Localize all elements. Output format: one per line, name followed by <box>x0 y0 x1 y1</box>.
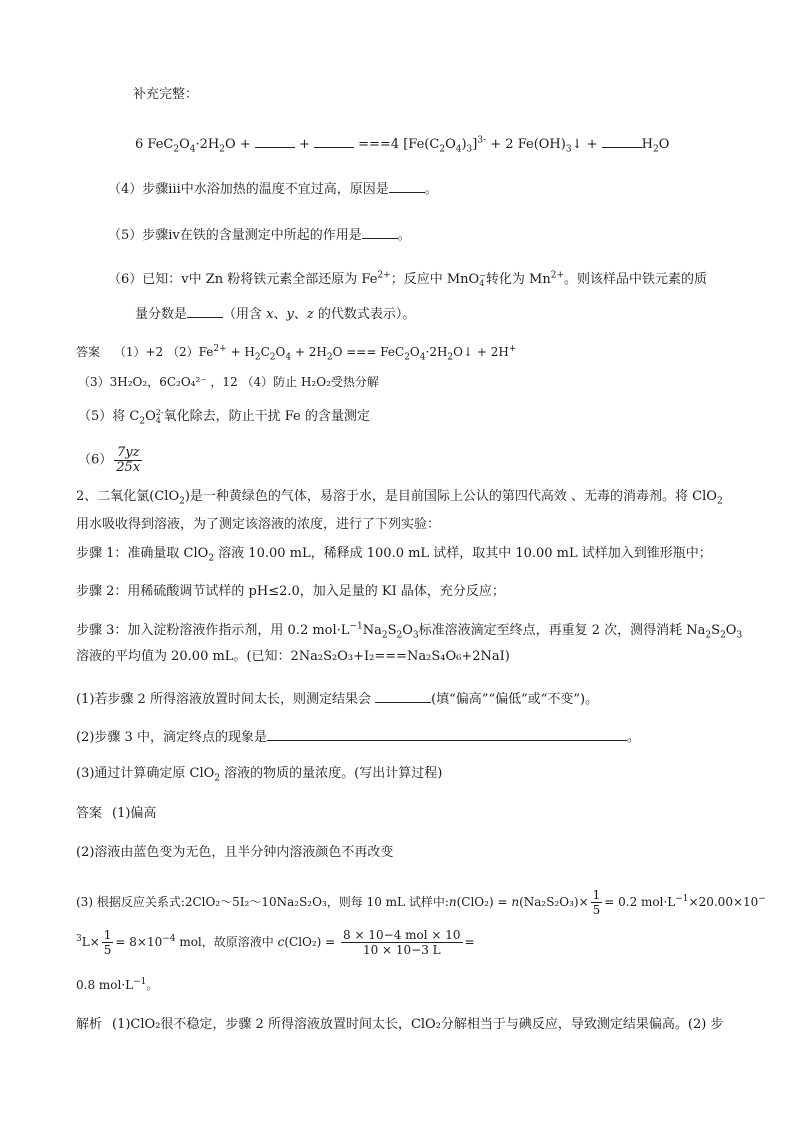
q2-answer-label: 答案 <box>76 806 103 821</box>
q2-part-3: (3)通过计算确定原 ClO$_2$ 溶液的物质的量浓度。(写出计算过程) <box>76 766 443 784</box>
q6-answer-blank[interactable] <box>187 303 223 318</box>
q2-answer-1: 答案 (1)偏高 <box>76 806 157 821</box>
question-5: （5）步骤ⅳ在铁的含量测定中所起的作用是 。 <box>108 224 411 245</box>
q2-part1-blank[interactable] <box>375 688 431 703</box>
q2-intro-line2: 用水吸收得到溶液，为了测定该溶液的浓度，进行了下列实验： <box>76 517 441 532</box>
q2-step-1: 步骤 1：准确量取 ClO$_2$ 溶液 10.00 mL，稀释成 100.0 mL 试样，取其中 10.00 mL 试样加入到锥形瓶中； <box>76 546 712 564</box>
q2-answer-3-line1: (3) 根据反应关系式:2ClO₂～5I₂～10Na₂S₂O₃，则每 10 mL 试样中:n(ClO₂) = n(Na₂S₂O₃)× $\frac{1}{5}$ = 0.2 $mol\cdot L^{-1}\times 20.00\times 10^-$ <box>76 888 766 917</box>
fraction-answer-6: $\frac{7yz}{25x}$ <box>116 445 141 475</box>
q2-answer-3-line2: $^3$L× $\frac{1}{5}$ = $8\times 10^{-4}$ mol，故原溶液中 c(ClO₂) = $\frac{\text{8 × 10−4 mol × 10}}{10 \times 10-3 L}$ = <box>76 928 475 957</box>
equation-blank-2[interactable] <box>314 133 354 148</box>
q2-part2-blank[interactable] <box>267 726 627 741</box>
answer-line-3: （5）将 $C_2O$ 2- 4 氧化除去，防止干扰 Fe 的含量测定 <box>78 407 370 427</box>
question-6-line1: （6）已知：ⅴ中 Zn 粉将铁元素全部还原为 $Fe^{2+}$；反应中 MnO − 4 转化为 $Mn^{2+}$。则该样品中铁元素的质 <box>108 270 708 288</box>
answer-label: 答案 <box>76 345 101 359</box>
fraction-one-fifth-b: $\frac{1}{5}$ <box>103 928 112 957</box>
q2-intro-line1: 2、二氧化氯(ClO$_2$)是一种黄绿色的气体，易溶于水，是目前国际上公认的第四代高效 、无毒的消毒剂。将 ClO$_2$ <box>76 489 723 507</box>
q2-answer-3-line3: 0.8 $mol\cdot L^{-1}$。 <box>76 977 159 992</box>
equation-blank-3[interactable] <box>602 133 642 148</box>
answer-line-1: 答案 （1）+2 $(2)Fe^{2+} + H_2C_2O_4 + 2H_2O$ === $FeC_2O_4\cdot 2H_2O↓ + 2H^+$ <box>76 344 517 363</box>
q2-answer-2: (2)溶液由蓝色变为无色，且半分钟内溶液颜色不再改变 <box>76 845 394 860</box>
q2-step-2: 步骤 2：用稀硫酸调节试样的 pH≤2.0，加入足量的 KI 晶体，充分反应； <box>76 584 505 599</box>
analysis-label: 解析 <box>76 1017 103 1032</box>
q2-part-1: (1)若步骤 2 所得溶液放置时间太长，则测定结果会 (填“偏高”“偏低”或“不变”)。 <box>76 688 598 709</box>
fraction-concentration: $\frac{\text{8 × 10−4 mol × 10}}{10 \times 10-3 L}$ <box>343 928 461 957</box>
q2-part-2: (2)步骤 3 中，滴定终点的现象是 。 <box>76 726 640 747</box>
supplement-label: 补充完整： <box>133 87 199 102</box>
answer-line-4: （6） $\frac{7yz}{25x}$ <box>78 445 141 475</box>
equation-line: 6 $FeC_2O_4\cdot 2H_2O$ + + ===4 $[Fe(C_2O_4)_3]^{3-} + 2$ $Fe(OH)_3↓ + H_2O$ <box>135 133 669 154</box>
q2-step-3-line1: 步骤 3：加入淀粉溶液作指示剂，用 0.2 $mol\cdot L^{-1}Na_2S_2O_3$标准溶液滴定至终点，再重复 2 次，测得消耗 $Na_2S_2O_3$ <box>76 621 743 641</box>
q2-analysis: 解析 (1)ClO₂很不稳定，步骤 2 所得溶液放置时间太长，ClO₂分解相当于与碘反应，导致测定结果偏高。(2) 步 <box>76 1017 724 1032</box>
fraction-one-fifth-a: $\frac{1}{5}$ <box>592 888 601 917</box>
question-6-line2: 量分数是 （用含 x、y、z 的代数式表示）。 <box>135 303 415 324</box>
q2-step-3-line2: 溶液的平均值为 20.00 mL。(已知：2Na₂S₂O₃+I₂===Na₂S₄O₆+2NaI) <box>76 649 510 664</box>
question-4: （4）步骤ⅲ中水浴加热的温度不宜过高，原因是 。 <box>108 178 438 199</box>
q4-answer-blank[interactable] <box>389 178 425 193</box>
answer-line-2: （3）3H₂O₂，6C₂O₄²⁻ ，12 （4）防止 H₂O₂受热分解 <box>78 375 379 389</box>
q5-answer-blank[interactable] <box>362 224 398 239</box>
equation-blank-1[interactable] <box>255 133 295 148</box>
